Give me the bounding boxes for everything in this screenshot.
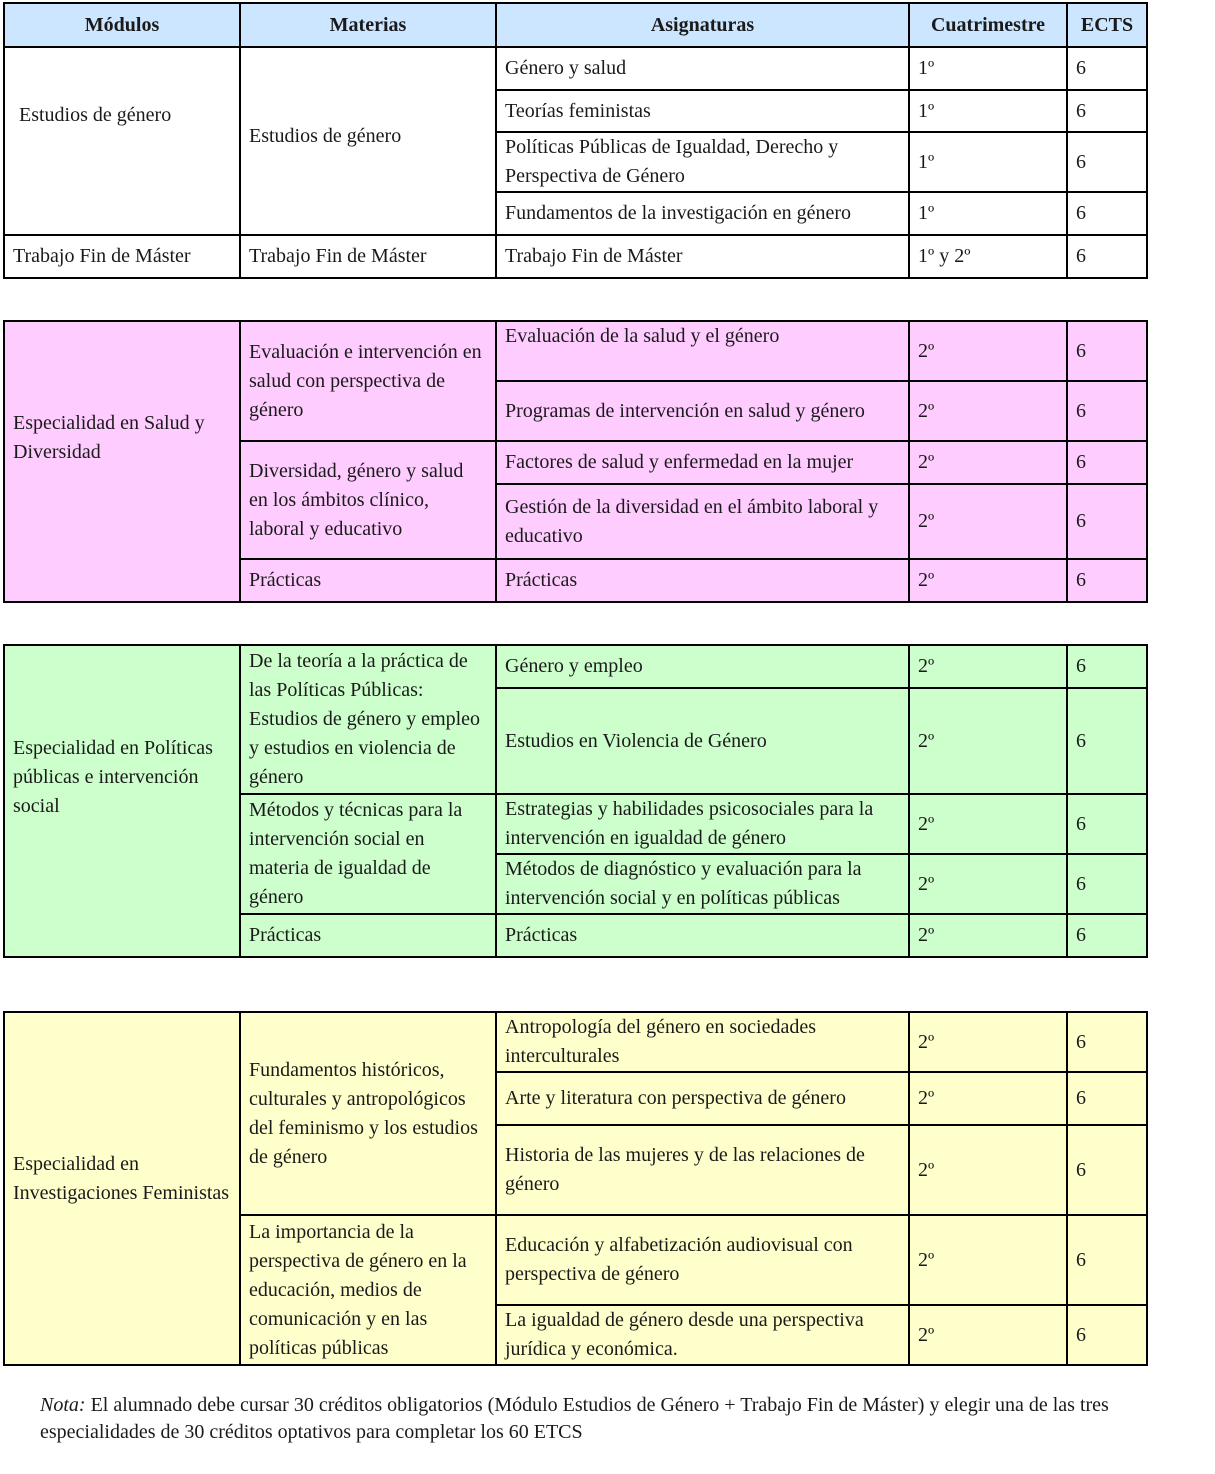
- ects-cell: 6: [1067, 90, 1147, 132]
- ects-cell: 6: [1067, 381, 1147, 441]
- materia-cell: Fundamentos históricos, culturales y antropológicos del feminismo y los estudios de género: [240, 1012, 496, 1215]
- spacer-row: [4, 957, 1147, 1012]
- cuatrimestre-cell: 2º: [909, 441, 1067, 484]
- materia-cell: Evaluación e intervención en salud con perspectiva de género: [240, 321, 496, 441]
- ects-cell: 6: [1067, 192, 1147, 235]
- study-plan-table: [3, 2, 1148, 1366]
- header-ects: ECTS: [1067, 3, 1147, 47]
- cuatrimestre-cell: 2º: [909, 1215, 1067, 1305]
- header-cuatrimestre: Cuatrimestre: [909, 3, 1067, 47]
- ects-cell: 6: [1067, 321, 1147, 381]
- ects-cell: 6: [1067, 1012, 1147, 1072]
- cuatrimestre-cell: 1º: [909, 47, 1067, 90]
- ects-cell: 6: [1067, 132, 1147, 192]
- asignatura-cell: Género y empleo: [496, 645, 909, 688]
- asignatura-cell: Arte y literatura con perspectiva de género: [496, 1072, 909, 1125]
- cuatrimestre-cell: 1º: [909, 90, 1067, 132]
- asignatura-cell: Fundamentos de la investigación en género: [496, 192, 909, 235]
- table-row: [4, 47, 1147, 90]
- asignatura-cell: Trabajo Fin de Máster: [496, 235, 909, 278]
- asignatura-cell: Programas de intervención en salud y género: [496, 381, 909, 441]
- ects-cell: 6: [1067, 688, 1147, 794]
- spacer-row: [4, 278, 1147, 321]
- cuatrimestre-cell: 2º: [909, 1305, 1067, 1365]
- header-asignaturas: Asignaturas: [496, 3, 909, 47]
- asignatura-cell: Estudios en Violencia de Género: [496, 688, 909, 794]
- ects-cell: 6: [1067, 794, 1147, 854]
- cuatrimestre-cell: 2º: [909, 559, 1067, 602]
- cuatrimestre-cell: 1º y 2º: [909, 235, 1067, 278]
- ects-cell: 6: [1067, 484, 1147, 559]
- cuatrimestre-cell: 2º: [909, 854, 1067, 914]
- spacer-cell: [4, 602, 1147, 645]
- cuatrimestre-cell: 2º: [909, 1012, 1067, 1072]
- asignatura-cell: Prácticas: [496, 559, 909, 602]
- cuatrimestre-cell: 1º: [909, 132, 1067, 192]
- materia-cell: Trabajo Fin de Máster: [240, 235, 496, 278]
- ects-cell: 6: [1067, 441, 1147, 484]
- cuatrimestre-cell: 2º: [909, 1072, 1067, 1125]
- table-row: [4, 645, 1147, 688]
- asignatura-cell: Prácticas: [496, 914, 909, 957]
- ects-cell: 6: [1067, 1305, 1147, 1365]
- asignatura-cell: Educación y alfabetización audiovisual con perspectiva de género: [496, 1215, 909, 1305]
- materia-cell: Prácticas: [240, 559, 496, 602]
- footnote: [40, 1392, 1205, 1446]
- materia-cell: Prácticas: [240, 914, 496, 957]
- cuatrimestre-cell: 2º: [909, 321, 1067, 381]
- cuatrimestre-cell: 2º: [909, 914, 1067, 957]
- asignatura-cell: Métodos de diagnóstico y evaluación para la intervención social y en políticas públicas: [496, 854, 909, 914]
- header-modulos: Módulos: [4, 3, 240, 47]
- modulo-cell: Especialidad en Investigaciones Feministas: [4, 1012, 240, 1365]
- asignatura-cell: Gestión de la diversidad en el ámbito laboral y educativo: [496, 484, 909, 559]
- modulo-cell: Especialidad en Políticas públicas e intervención social: [4, 645, 240, 957]
- ects-cell: 6: [1067, 645, 1147, 688]
- modulo-cell: Especialidad en Salud y Diversidad: [4, 321, 240, 602]
- cuatrimestre-cell: 2º: [909, 645, 1067, 688]
- table-row: [4, 1012, 1147, 1072]
- cuatrimestre-cell: 2º: [909, 794, 1067, 854]
- materia-cell: Diversidad, género y salud en los ámbitos clínico, laboral y educativo: [240, 441, 496, 559]
- materia-cell: La importancia de la perspectiva de género en la educación, medios de comunicación y en las políticas públicas: [240, 1215, 496, 1365]
- ects-cell: 6: [1067, 854, 1147, 914]
- modulo-cell: Estudios de género: [4, 47, 240, 235]
- asignatura-cell: La igualdad de género desde una perspectiva jurídica y económica.: [496, 1305, 909, 1365]
- asignatura-cell: Políticas Públicas de Igualdad, Derecho y Perspectiva de Género: [496, 132, 909, 192]
- materia-cell: De la teoría a la práctica de las Políticas Públicas: Estudios de género y empleo y estudios en violencia de género: [240, 645, 496, 794]
- header-row: [4, 3, 1147, 47]
- table-row: [4, 321, 1147, 381]
- modulo-cell: Trabajo Fin de Máster: [4, 235, 240, 278]
- header-materias: Materias: [240, 3, 496, 47]
- asignatura-cell: Antropología del género en sociedades interculturales: [496, 1012, 909, 1072]
- ects-cell: 6: [1067, 559, 1147, 602]
- ects-cell: 6: [1067, 1215, 1147, 1305]
- cuatrimestre-cell: 2º: [909, 484, 1067, 559]
- asignatura-cell: Historia de las mujeres y de las relaciones de género: [496, 1125, 909, 1215]
- spacer-cell: [4, 957, 1147, 1012]
- footnote-label: Nota:: [40, 1394, 86, 1416]
- ects-cell: 6: [1067, 1072, 1147, 1125]
- spacer-cell: [4, 278, 1147, 321]
- asignatura-cell: Teorías feministas: [496, 90, 909, 132]
- ects-cell: 6: [1067, 1125, 1147, 1215]
- asignatura-cell: Género y salud: [496, 47, 909, 90]
- asignatura-cell: Estrategias y habilidades psicosociales para la intervención en igualdad de género: [496, 794, 909, 854]
- ects-cell: 6: [1067, 914, 1147, 957]
- ects-cell: 6: [1067, 235, 1147, 278]
- asignatura-cell: Factores de salud y enfermedad en la mujer: [496, 441, 909, 484]
- materia-cell: Métodos y técnicas para la intervención social en materia de igualdad de género: [240, 794, 496, 914]
- cuatrimestre-cell: 1º: [909, 192, 1067, 235]
- asignatura-cell: Evaluación de la salud y el género: [496, 321, 909, 381]
- cuatrimestre-cell: 2º: [909, 688, 1067, 794]
- materia-cell: Estudios de género: [240, 47, 496, 235]
- footnote-text: El alumnado debe cursar 30 créditos obligatorios (Módulo Estudios de Género + Trabajo Fin de Máster) y elegir una de las tres especialidades de 30 créditos optativos para completar los 60 ETCS: [40, 1394, 1109, 1443]
- cuatrimestre-cell: 2º: [909, 381, 1067, 441]
- cuatrimestre-cell: 2º: [909, 1125, 1067, 1215]
- table-row: [4, 235, 1147, 278]
- spacer-row: [4, 602, 1147, 645]
- ects-cell: 6: [1067, 47, 1147, 90]
